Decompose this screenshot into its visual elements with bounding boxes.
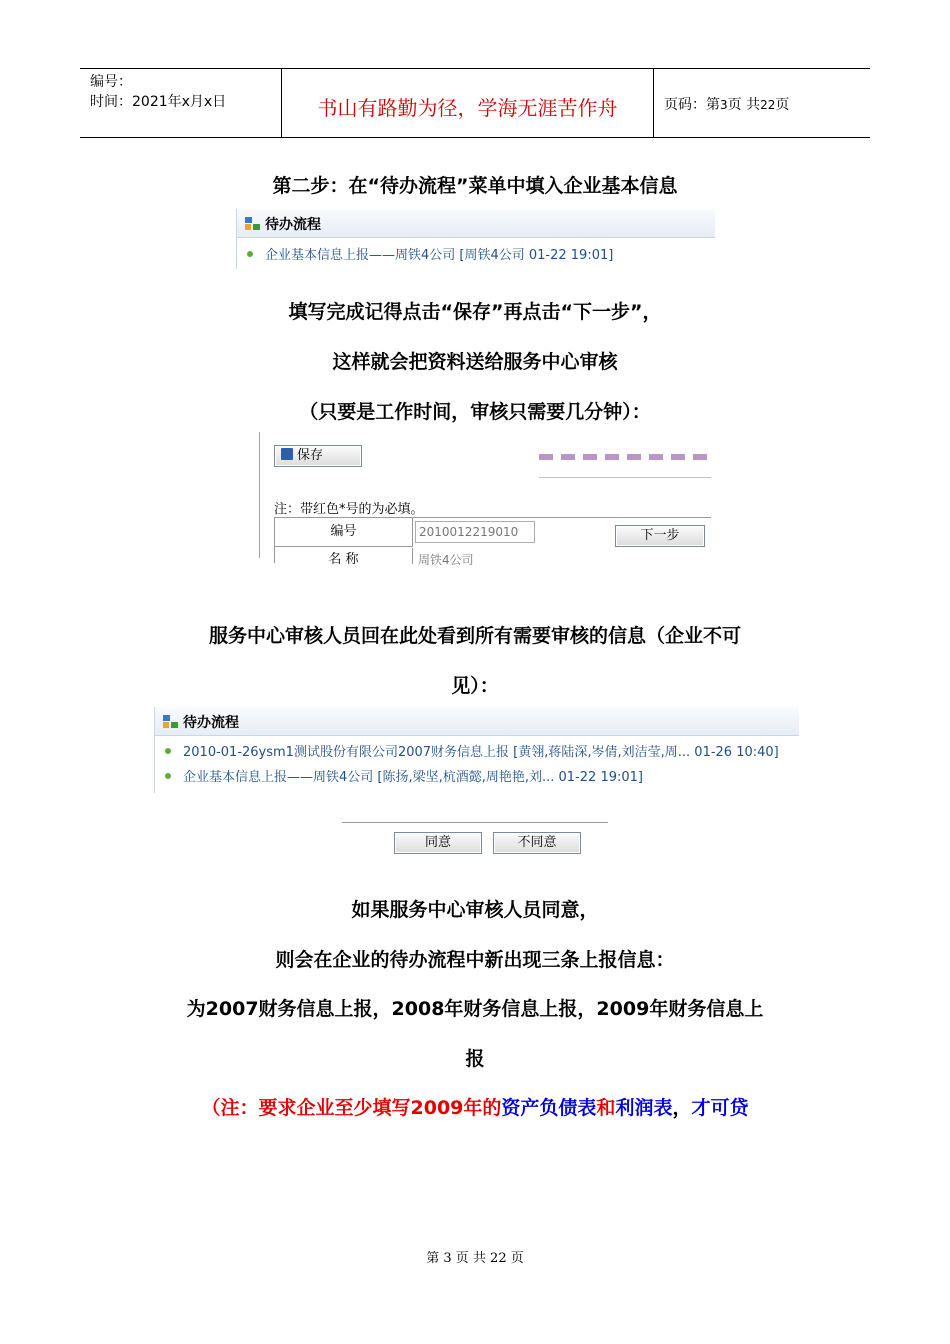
review-note-1: 服务中心审核人员回在此处看到所有需要审核的信息（企业不可 bbox=[208, 625, 741, 647]
form-screenshot bbox=[259, 432, 711, 567]
number-field[interactable]: 2010012219010 bbox=[415, 521, 535, 543]
bullet-icon bbox=[247, 251, 253, 257]
panel-title: 待办流程 bbox=[183, 715, 239, 731]
step2-title: 第二步：在“待办流程”菜单中填入企业基本信息 bbox=[272, 175, 678, 197]
agree-note-2: 则会在企业的待办流程中新出现三条上报信息： bbox=[275, 949, 675, 971]
workflow-icon bbox=[163, 715, 179, 729]
header-info-cell bbox=[80, 69, 282, 137]
list-item[interactable]: 企业基本信息上报——周铁4公司 [周铁4公司 01-22 19:01] bbox=[247, 244, 613, 263]
panel-title: 待办流程 bbox=[265, 217, 321, 233]
floppy-disk-icon bbox=[281, 448, 293, 460]
workflow-icon bbox=[245, 217, 261, 231]
agree-button[interactable]: 同意 bbox=[394, 832, 482, 854]
page-footer: 第 3 页 共 22 页 bbox=[426, 1251, 524, 1266]
next-step-button[interactable]: 下一步 bbox=[615, 525, 705, 547]
bullet-icon bbox=[165, 748, 171, 754]
reports-line-2: 报 bbox=[465, 1048, 485, 1070]
review-note-2: 见）： bbox=[451, 675, 499, 697]
link-bar-fragment bbox=[539, 454, 709, 460]
divider bbox=[342, 822, 608, 823]
requirement-note: （注：要求企业至少填写2009年的资产负债表和利润表，才可贷 bbox=[201, 1097, 749, 1119]
list-item[interactable]: 企业基本信息上报——周铁4公司 [陈扬,梁坚,杭酒懿,周艳艳,刘... 01-22 19:01] bbox=[165, 766, 643, 785]
field-label: 编号 bbox=[275, 518, 413, 547]
fill-note-1: 填写完成记得点击“保存”再点击“下一步”， bbox=[288, 301, 662, 323]
header-motto-cell bbox=[282, 69, 654, 137]
todo-panel-service-center bbox=[154, 707, 799, 793]
motto: 书山有路勤为径，学海无涯苦作舟 bbox=[317, 96, 618, 120]
panel-titlebar bbox=[237, 209, 715, 238]
fill-note-3: （只要是工作时间，审核只需要几分钟）： bbox=[299, 401, 651, 423]
date-label: 时间：2021年x月x日 bbox=[90, 94, 227, 110]
list-item[interactable]: 2010-01-26ysm1测试股份有限公司2007财务信息上报 [黄翎,蒋陆深,岑倩,刘洁莹,周... 01-26 10:40] bbox=[165, 741, 779, 760]
disagree-button[interactable]: 不同意 bbox=[493, 832, 581, 854]
reports-line-1: 为2007财务信息上报，2008年财务信息上报，2009年财务信息上 bbox=[186, 998, 764, 1020]
bullet-icon bbox=[165, 773, 171, 779]
header-page-cell bbox=[654, 69, 870, 137]
page-header bbox=[80, 68, 870, 138]
name-label: 名 称 bbox=[275, 548, 413, 564]
fill-note-2: 这样就会把资料送给服务中心审核 bbox=[332, 351, 618, 373]
page-info: 页码：第3页 共22页 bbox=[664, 97, 790, 113]
todo-panel-enterprise bbox=[236, 209, 715, 269]
panel-titlebar bbox=[155, 707, 799, 736]
required-note: 注：带红色*号的为必填。 bbox=[274, 502, 424, 517]
agree-note-1: 如果服务中心审核人员同意， bbox=[351, 899, 599, 921]
form-table bbox=[274, 517, 527, 567]
number-label: 编号： bbox=[90, 74, 132, 90]
name-field[interactable]: 周铁4公司 bbox=[418, 553, 474, 567]
save-button[interactable]: 保存 bbox=[274, 445, 362, 467]
